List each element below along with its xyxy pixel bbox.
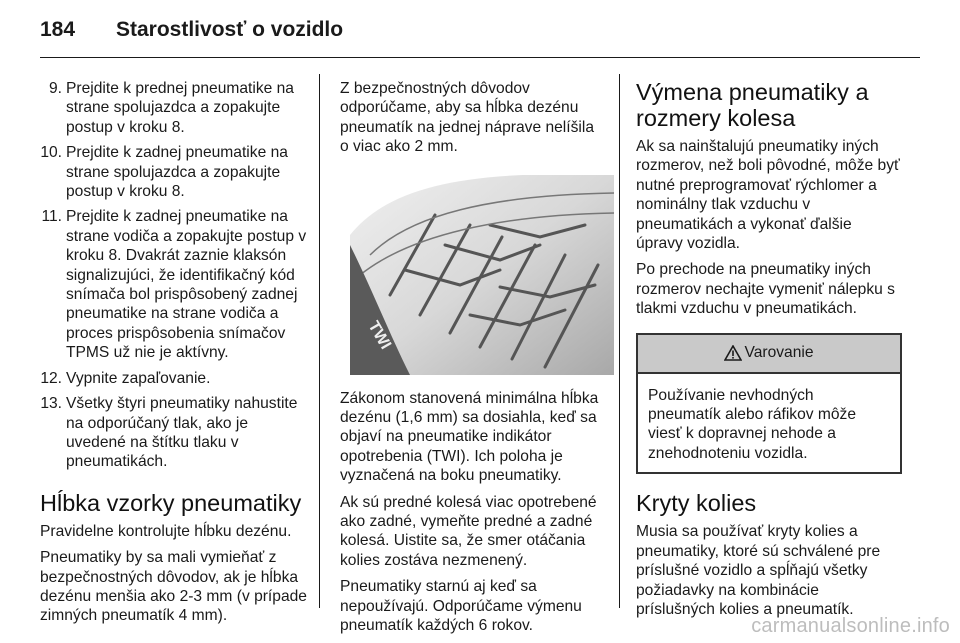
paragraph: Po prechode na pneumatiky iných rozmerov nechajte vymeniť nálepku s tlakmi vzduchu v pneumatikách. <box>636 261 895 318</box>
step-text: Všetky štyri pneumatiky nahustite na odporúčaný tlak, ako je uvedené na štítku tlaku v pneumatikách. <box>66 395 298 471</box>
tire-tread-illustration <box>350 175 614 375</box>
step-list <box>40 79 310 472</box>
column-right <box>636 79 902 626</box>
list-item <box>40 79 310 137</box>
step-number: 11. <box>41 208 62 226</box>
paragraph: Ak sa nainštalujú pneumatiky iných rozmerov, než boli pôvodné, môže byť nutné preprogramovať rýchlomer a nominálny tlak vzduchu v pneumatikách a vykonať ďalšie úpravy vozidla. <box>636 138 900 253</box>
list-item <box>40 143 310 201</box>
column-divider-1 <box>319 74 320 608</box>
paragraph: Pravidelne kontrolujte hĺbku dezénu. <box>40 522 292 540</box>
list-item <box>40 369 310 388</box>
paragraph: Z bezpečnostných dôvodov odporúčame, aby sa hĺbka dezénu pneumatík na jednej náprave nelíšila o viac ako 2 mm. <box>340 80 594 156</box>
warning-triangle-icon <box>724 345 742 361</box>
paragraph: Pneumatiky starnú aj keď sa nepoužívajú. Odporúčame výmenu pneumatík každých 6 rokov. <box>340 578 582 635</box>
step-number: 12. <box>40 369 62 387</box>
header-rule <box>40 57 920 58</box>
warning-title: Varovanie <box>744 344 814 362</box>
paragraph: Pneumatiky by sa mali vymieňať z bezpečnostných dôvodov, ak je hĺbka dezénu menšia ako 2-3 mm (v prípade zimných pneumatík 4 mm). <box>40 549 307 625</box>
step-text: Prejdite k zadnej pneumatike na strane spolujazdca a zopakujte postup v kroku 8. <box>66 144 288 201</box>
page-number: 184 <box>40 18 76 41</box>
step-number: 10. <box>40 144 62 162</box>
paragraph: Zákonom stanovená minimálna hĺbka dezénu (1,6 mm) sa dosiahla, keď sa objaví na pneumatike indikátor opotrebenia (TWI). Ich poloha je vyznačená na boku pneumatiky. <box>340 389 599 485</box>
warning-body: Používanie nevhodných pneumatík alebo ráfikov môže viesť k dopravnej nehode a znehodnoteniu vozidla. <box>648 386 857 462</box>
page-title: Starostlivosť o vozidlo <box>116 18 344 41</box>
step-text: Prejdite k zadnej pneumatike na strane vodiča a zopakujte postup v kroku 8. Dvakrát zaznie klaksón signalizujúci, že identifikačný kód snímača bol prispôsobený zadnej pneumatike na strane vodiča a proces prispôsobenia snímačov TPMS už nie je aktívny. <box>66 208 307 362</box>
warning-header <box>638 335 900 374</box>
paragraph: Ak sú predné kolesá viac opotrebené ako zadné, vymeňte predné a zadné kolesá. Uistite sa, že smer otáčania kolies zostáva nezmenený. <box>340 493 597 569</box>
section-heading-tread-depth: Hĺbka vzorky pneumatiky <box>40 489 302 516</box>
step-number: 13. <box>40 395 62 413</box>
list-item <box>40 394 310 472</box>
paragraph: Musia sa používať kryty kolies a pneumatiky, ktoré sú schválené pre príslušné vozidlo a spĺňajú všetky požiadavky na kombinácie príslušných kolies a pneumatík. <box>636 523 881 618</box>
step-text: Vypnite zapaľovanie. <box>66 369 211 387</box>
step-number: 9. <box>48 80 62 97</box>
tire-tread-figure <box>350 175 614 375</box>
step-text: Prejdite k prednej pneumatike na strane spolujazdca a zopakujte postup v kroku 8. <box>66 80 294 136</box>
section-heading-tyre-change: Výmena pneumatiky a rozmery kolesa <box>636 79 869 131</box>
page-header <box>40 0 920 58</box>
column-left <box>40 79 310 633</box>
twi-label: TWI <box>364 318 394 353</box>
warning-box <box>636 333 902 475</box>
list-item <box>40 207 310 362</box>
column-middle <box>340 79 606 643</box>
section-heading-wheel-covers: Kryty kolies <box>636 490 757 517</box>
watermark: carmanualsonline.info <box>751 615 950 637</box>
column-divider-2 <box>619 74 620 608</box>
